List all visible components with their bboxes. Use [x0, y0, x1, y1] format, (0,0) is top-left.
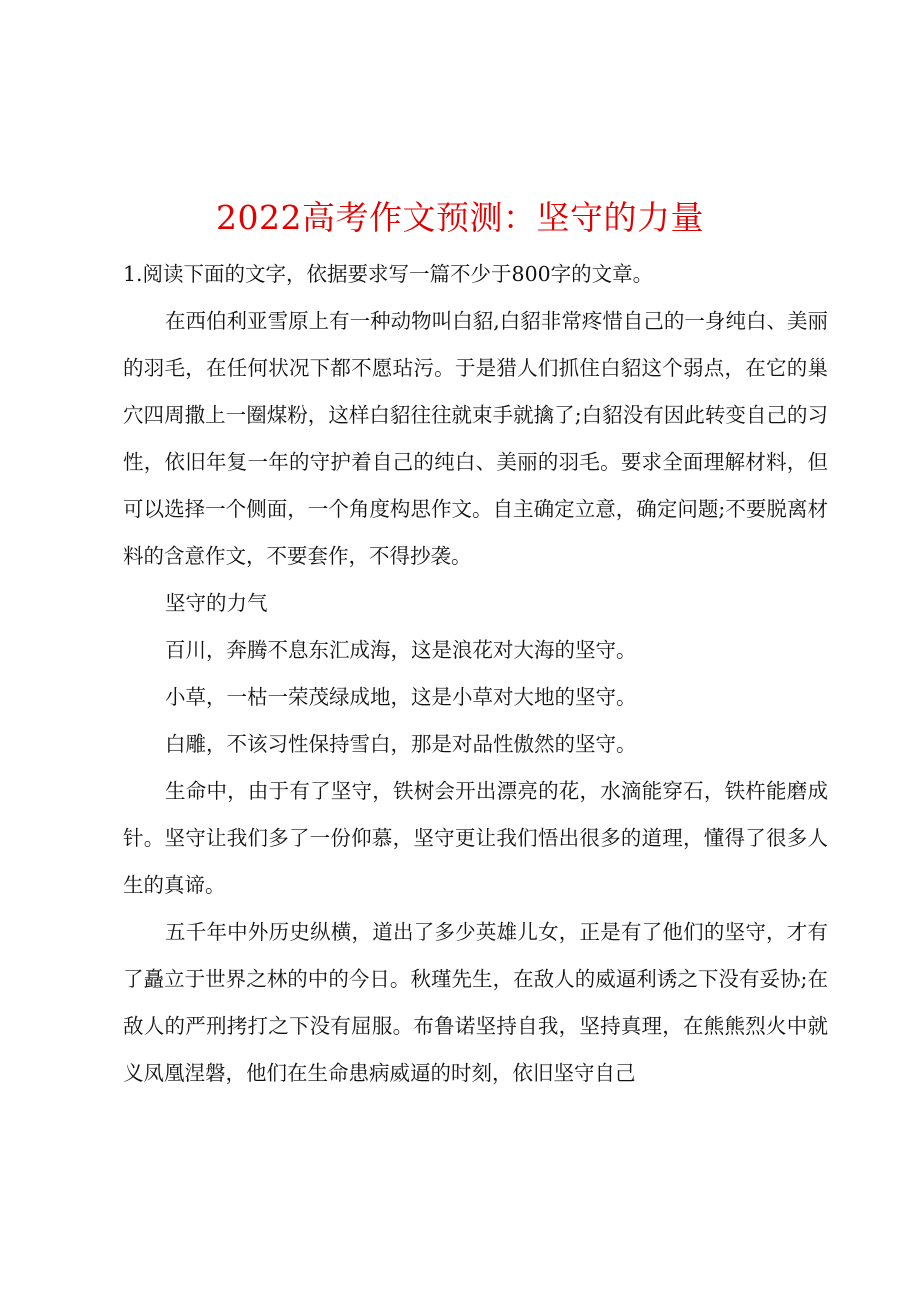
question-prompt: 1.阅读下面的文字，依据要求写一篇不少于800字的文章。 [123, 262, 654, 286]
essay-heading: 坚守的力气 [165, 591, 268, 615]
material-paragraph: 在西伯利亚雪原上有一种动物叫白貂,白貂非常疼惜自己的一身纯白、美丽的羽毛，在任何状况下都不愿玷污。于是猎人们抓住白貂这个弱点，在它的巢穴四周撒上一圈煤粉，这样白貂往往就束手就擒了;白貂没有因此转变自己的习性，依旧年复一年的守护着自己的纯白、美丽的羽毛。要求全面理解材料，但可以选择一个侧面，一个角度构思作文。自主确定立意，确定问题;不要脱离材料的含意作文，不要套作，不得抄袭。 [123, 309, 828, 568]
document-title: 2022高考作文预测：坚守的力量 [216, 198, 704, 237]
essay-paragraph: 小草，一枯一荣茂绿成地，这是小草对大地的坚守。 [165, 685, 637, 709]
essay-paragraph: 五千年中外历史纵横，道出了多少英雄儿女，正是有了他们的坚守，才有了矗立于世界之林的中的今日。秋瑾先生，在敌人的威逼利诱之下没有妥协;在敌人的严刑拷打之下没有屈服。布鲁诺坚持自我，坚持真理，在熊熊烈火中就义凤凰涅磐，他们在生命患病威逼的时刻，依旧坚守自己 [123, 920, 828, 1085]
essay-paragraph: 白雕，不该习性保持雪白，那是对品性傲然的坚守。 [165, 732, 637, 756]
essay-paragraph: 百川，奔腾不息东汇成海，这是浪花对大海的坚守。 [165, 638, 637, 662]
essay-paragraph: 生命中，由于有了坚守，铁树会开出漂亮的花，水滴能穿石，铁杵能磨成针。坚守让我们多了一份仰慕，坚守更让我们悟出很多的道理，懂得了很多人生的真谛。 [123, 779, 828, 897]
document-body [123, 251, 828, 1097]
